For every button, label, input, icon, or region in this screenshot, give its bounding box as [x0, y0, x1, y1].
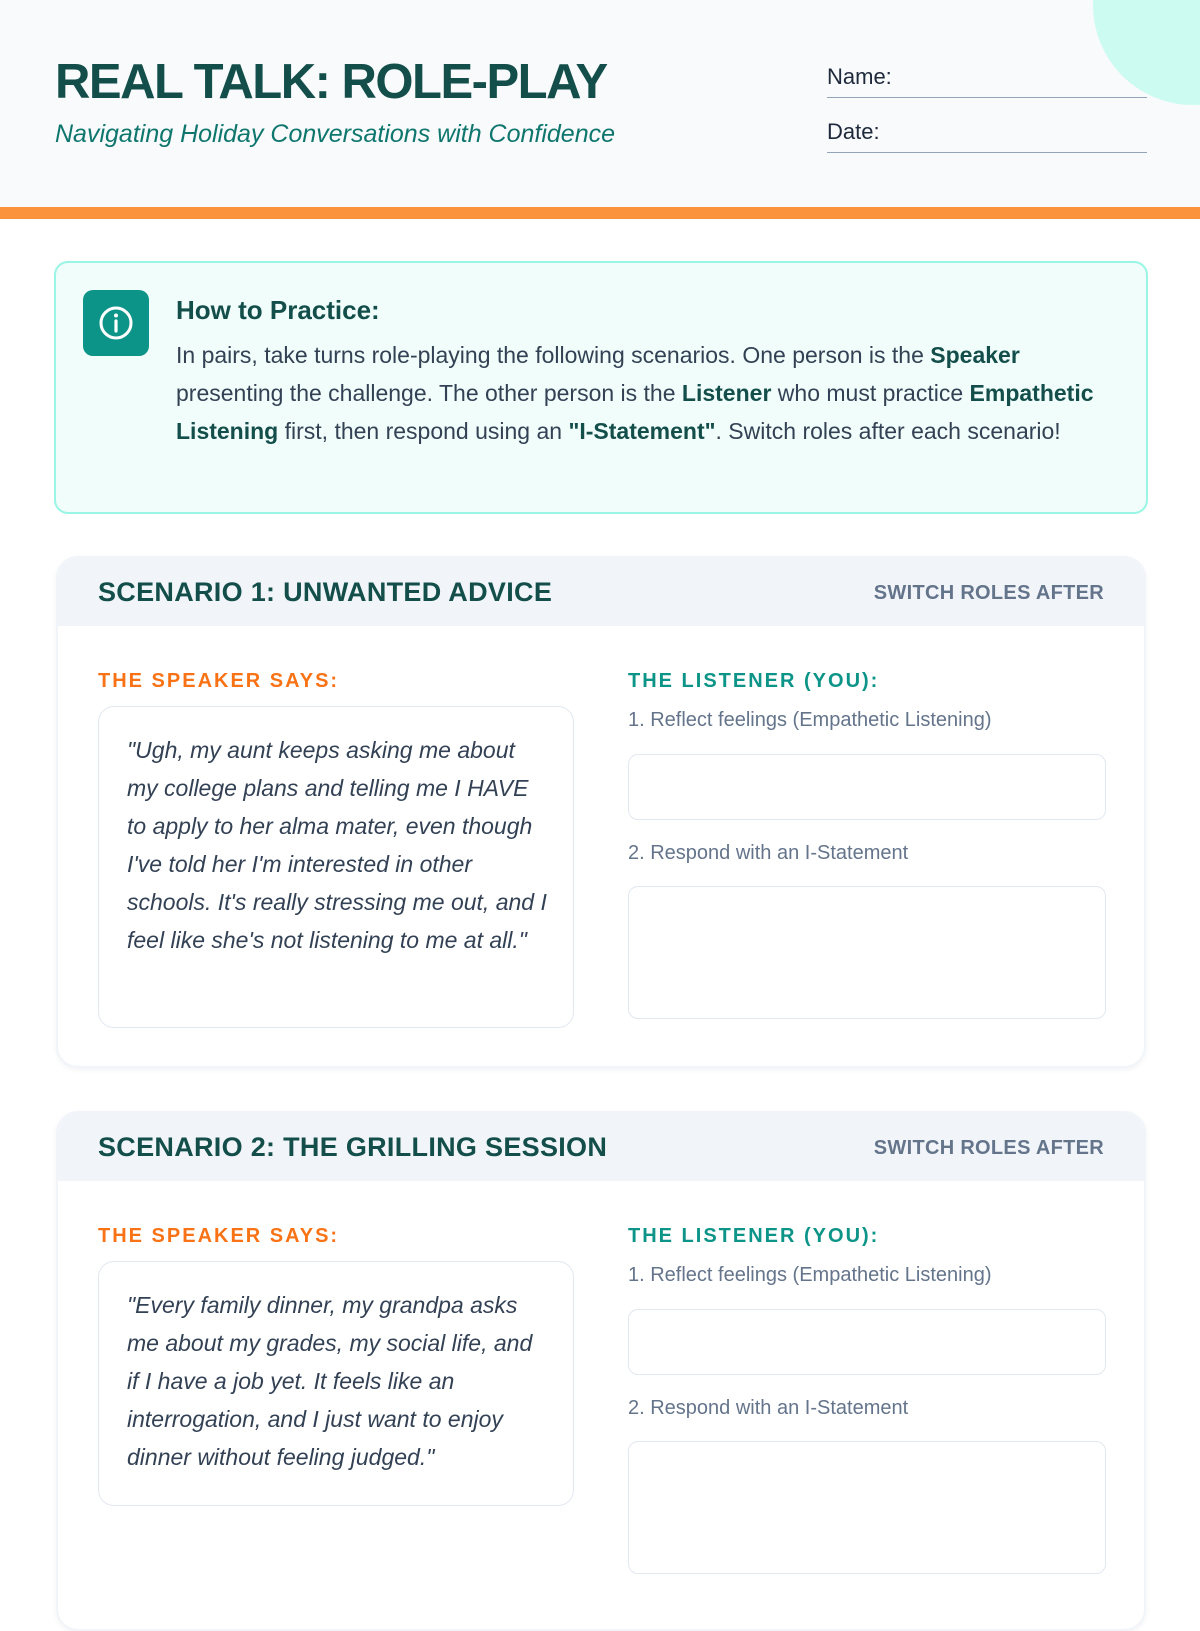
info-icon [83, 290, 149, 356]
header-accent-bar [0, 207, 1200, 219]
empathetic-listening-term: Empathetic Listening [176, 380, 1094, 444]
instructions-text-part: presenting the challenge. The other person is the [176, 380, 682, 406]
scenario-header [58, 1113, 1144, 1181]
i-statement-term: "I-Statement" [568, 418, 716, 444]
speaker-quote: "Every family dinner, my grandpa asks me about my grades, my social life, and if I have a job yet. It feels like an interrogation, and I just want to enjoy dinner without feeling judged." [127, 1292, 533, 1470]
scenario-card-1 [56, 556, 1146, 1068]
switch-roles-badge: SWITCH ROLES AFTER [873, 582, 1104, 604]
page-subtitle: Navigating Holiday Conversations with Confidence [55, 120, 616, 148]
instructions-text-part: In pairs, take turns role-playing the following scenarios. One person is the [176, 342, 931, 368]
date-label: Date: [827, 119, 880, 144]
i-statement-prompt: 2. Respond with an I-Statement [628, 1397, 909, 1419]
reflect-feelings-answer-box[interactable] [628, 754, 1106, 820]
reflect-feelings-prompt: 1. Reflect feelings (Empathetic Listening) [628, 1264, 992, 1286]
i-statement-answer-box[interactable] [628, 886, 1106, 1019]
scenario-title: SCENARIO 1: UNWANTED ADVICE [98, 577, 553, 607]
scenario-title: SCENARIO 2: THE GRILLING SESSION [98, 1132, 608, 1162]
speaker-quote-box [98, 1261, 574, 1506]
name-field[interactable] [827, 58, 1147, 98]
listener-label: THE LISTENER (YOU): [628, 1225, 880, 1247]
page-header [0, 0, 1200, 207]
speaker-quote: "Ugh, my aunt keeps asking me about my college plans and telling me I HAVE to apply to her alma mater, even though I've told her I'm interested in other schools. It's really stressing me out, and I feel like she's not listening to me at all." [127, 737, 547, 953]
instructions-title: How to Practice: [176, 295, 380, 325]
speaker-label: THE SPEAKER SAYS: [98, 670, 340, 692]
speaker-label: THE SPEAKER SAYS: [98, 1225, 340, 1247]
instructions-box [54, 261, 1148, 514]
name-label: Name: [827, 64, 892, 89]
reflect-feelings-answer-box[interactable] [628, 1309, 1106, 1375]
i-statement-prompt: 2. Respond with an I-Statement [628, 842, 909, 864]
i-statement-answer-box[interactable] [628, 1441, 1106, 1574]
instructions-text-part: first, then respond using an [278, 418, 569, 444]
instructions-text-part: . Switch roles after each scenario! [715, 418, 1061, 444]
date-field[interactable] [827, 113, 1147, 153]
reflect-feelings-prompt: 1. Reflect feelings (Empathetic Listening) [628, 709, 992, 731]
instructions-text [176, 336, 1126, 450]
speaker-term: Speaker [930, 342, 1020, 368]
instructions-text-part: who must practice [771, 380, 970, 406]
listener-term: Listener [681, 380, 772, 406]
page-title: REAL TALK: ROLE-PLAY [55, 55, 607, 109]
listener-label: THE LISTENER (YOU): [628, 670, 880, 692]
speaker-quote-box [98, 706, 574, 1028]
scenario-card-2 [56, 1111, 1146, 1631]
switch-roles-badge: SWITCH ROLES AFTER [873, 1137, 1104, 1159]
info-icon-glyph [98, 305, 134, 341]
scenario-header [58, 558, 1144, 626]
